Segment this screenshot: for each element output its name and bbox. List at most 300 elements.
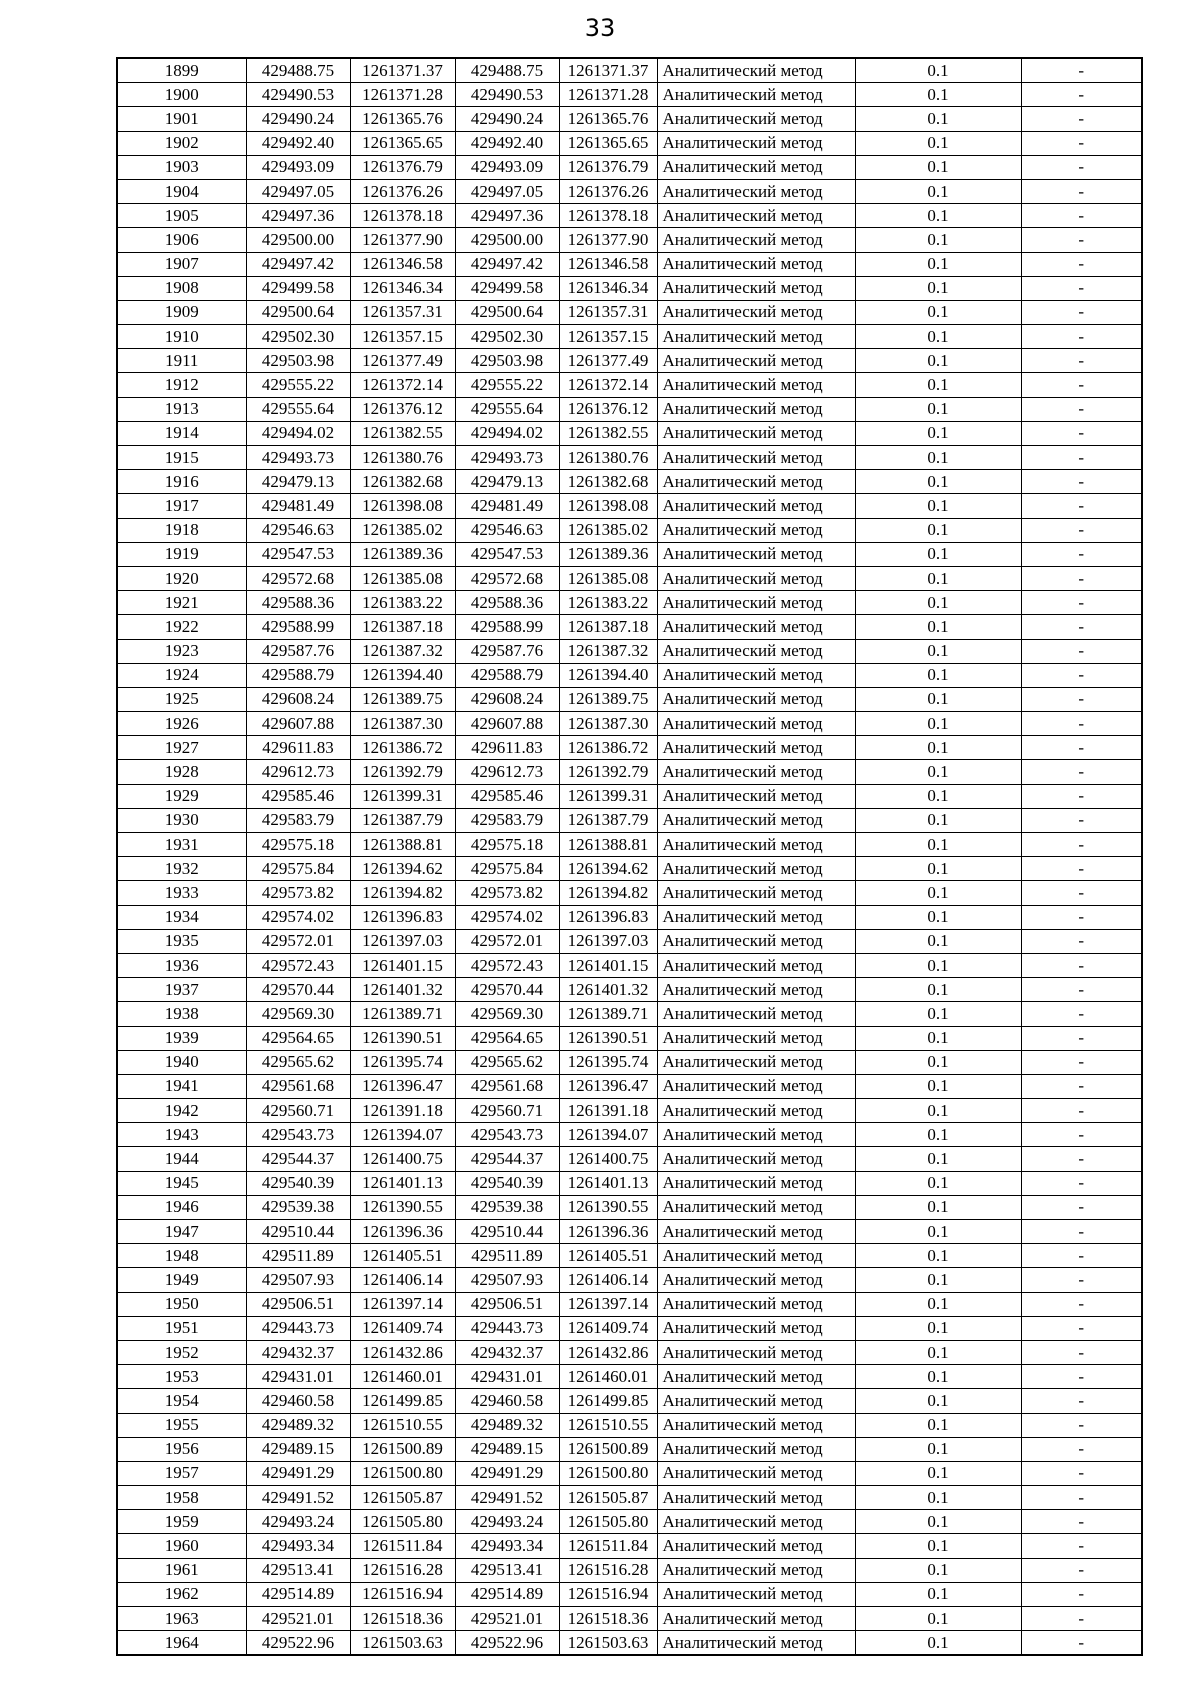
cell-accuracy: 0.1 (855, 470, 1021, 494)
cell-point-number: 1959 (117, 1510, 246, 1534)
cell-x-coordinate: 429492.40 (246, 131, 350, 155)
cell-y-coordinate-2: 1261382.55 (559, 421, 657, 445)
table-row (117, 1268, 1142, 1292)
cell-x-coordinate-2: 429574.02 (455, 905, 559, 929)
cell-y-coordinate-2: 1261371.37 (559, 58, 657, 83)
cell-accuracy: 0.1 (855, 107, 1021, 131)
cell-accuracy: 0.1 (855, 276, 1021, 300)
cell-accuracy: 0.1 (855, 155, 1021, 179)
cell-x-coordinate-2: 429510.44 (455, 1220, 559, 1244)
cell-y-coordinate: 1261389.71 (350, 1002, 455, 1026)
cell-x-coordinate: 429460.58 (246, 1389, 350, 1413)
cell-y-coordinate: 1261406.14 (350, 1268, 455, 1292)
table-row (117, 179, 1142, 203)
cell-y-coordinate-2: 1261376.79 (559, 155, 657, 179)
cell-note: - (1021, 1316, 1142, 1340)
cell-x-coordinate: 429500.64 (246, 300, 350, 324)
cell-y-coordinate-2: 1261387.79 (559, 808, 657, 832)
cell-x-coordinate-2: 429491.52 (455, 1486, 559, 1510)
cell-x-coordinate-2: 429460.58 (455, 1389, 559, 1413)
cell-point-number: 1909 (117, 300, 246, 324)
cell-x-coordinate-2: 429490.24 (455, 107, 559, 131)
cell-note: - (1021, 1582, 1142, 1606)
cell-accuracy: 0.1 (855, 566, 1021, 590)
table-row (117, 373, 1142, 397)
table-row (117, 566, 1142, 590)
cell-y-coordinate: 1261401.15 (350, 953, 455, 977)
cell-y-coordinate-2: 1261499.85 (559, 1389, 657, 1413)
cell-method: Аналитический метод (657, 373, 855, 397)
cell-point-number: 1938 (117, 1002, 246, 1026)
cell-note: - (1021, 1607, 1142, 1631)
cell-method: Аналитический метод (657, 1389, 855, 1413)
cell-x-coordinate-2: 429431.01 (455, 1365, 559, 1389)
cell-x-coordinate: 429611.83 (246, 736, 350, 760)
cell-y-coordinate-2: 1261346.58 (559, 252, 657, 276)
cell-accuracy: 0.1 (855, 228, 1021, 252)
cell-x-coordinate-2: 429585.46 (455, 784, 559, 808)
cell-y-coordinate: 1261396.83 (350, 905, 455, 929)
cell-accuracy: 0.1 (855, 1171, 1021, 1195)
cell-method: Аналитический метод (657, 1437, 855, 1461)
cell-note: - (1021, 1340, 1142, 1364)
cell-x-coordinate: 429493.73 (246, 446, 350, 470)
cell-x-coordinate-2: 429497.42 (455, 252, 559, 276)
cell-point-number: 1950 (117, 1292, 246, 1316)
cell-note: - (1021, 1244, 1142, 1268)
cell-note: - (1021, 58, 1142, 83)
cell-point-number: 1934 (117, 905, 246, 929)
cell-accuracy: 0.1 (855, 808, 1021, 832)
cell-x-coordinate-2: 429514.89 (455, 1582, 559, 1606)
table-row (117, 1002, 1142, 1026)
table-row (117, 857, 1142, 881)
cell-y-coordinate-2: 1261388.81 (559, 833, 657, 857)
cell-y-coordinate: 1261357.15 (350, 325, 455, 349)
cell-y-coordinate-2: 1261396.47 (559, 1074, 657, 1098)
cell-y-coordinate-2: 1261357.31 (559, 300, 657, 324)
cell-method: Аналитический метод (657, 1268, 855, 1292)
cell-point-number: 1953 (117, 1365, 246, 1389)
cell-y-coordinate-2: 1261390.51 (559, 1026, 657, 1050)
cell-x-coordinate: 429546.63 (246, 518, 350, 542)
cell-note: - (1021, 1026, 1142, 1050)
table-row (117, 397, 1142, 421)
cell-accuracy: 0.1 (855, 1099, 1021, 1123)
cell-accuracy: 0.1 (855, 1147, 1021, 1171)
cell-point-number: 1940 (117, 1050, 246, 1074)
cell-y-coordinate: 1261396.47 (350, 1074, 455, 1098)
cell-x-coordinate-2: 429522.96 (455, 1631, 559, 1656)
cell-x-coordinate: 429513.41 (246, 1558, 350, 1582)
cell-x-coordinate-2: 429493.24 (455, 1510, 559, 1534)
cell-y-coordinate-2: 1261387.32 (559, 639, 657, 663)
cell-x-coordinate-2: 429490.53 (455, 83, 559, 107)
cell-method: Аналитический метод (657, 325, 855, 349)
cell-x-coordinate: 429572.68 (246, 566, 350, 590)
cell-y-coordinate: 1261390.51 (350, 1026, 455, 1050)
cell-y-coordinate-2: 1261394.07 (559, 1123, 657, 1147)
cell-y-coordinate-2: 1261516.28 (559, 1558, 657, 1582)
cell-x-coordinate-2: 429492.40 (455, 131, 559, 155)
cell-point-number: 1963 (117, 1607, 246, 1631)
cell-note: - (1021, 615, 1142, 639)
cell-method: Аналитический метод (657, 1195, 855, 1219)
cell-note: - (1021, 1220, 1142, 1244)
cell-x-coordinate-2: 429497.36 (455, 204, 559, 228)
cell-accuracy: 0.1 (855, 1461, 1021, 1485)
cell-method: Аналитический метод (657, 83, 855, 107)
cell-note: - (1021, 953, 1142, 977)
cell-point-number: 1924 (117, 663, 246, 687)
cell-x-coordinate: 429585.46 (246, 784, 350, 808)
cell-method: Аналитический метод (657, 421, 855, 445)
cell-method: Аналитический метод (657, 953, 855, 977)
cell-y-coordinate: 1261385.08 (350, 566, 455, 590)
cell-point-number: 1903 (117, 155, 246, 179)
table-row (117, 1582, 1142, 1606)
cell-x-coordinate-2: 429588.99 (455, 615, 559, 639)
cell-x-coordinate: 429499.58 (246, 276, 350, 300)
cell-y-coordinate: 1261376.26 (350, 179, 455, 203)
cell-method: Аналитический метод (657, 1631, 855, 1656)
table-row (117, 1050, 1142, 1074)
cell-y-coordinate: 1261505.87 (350, 1486, 455, 1510)
cell-y-coordinate: 1261387.79 (350, 808, 455, 832)
cell-note: - (1021, 155, 1142, 179)
table-row (117, 1171, 1142, 1195)
cell-method: Аналитический метод (657, 131, 855, 155)
cell-method: Аналитический метод (657, 784, 855, 808)
cell-accuracy: 0.1 (855, 1292, 1021, 1316)
cell-method: Аналитический метод (657, 107, 855, 131)
cell-method: Аналитический метод (657, 228, 855, 252)
cell-note: - (1021, 808, 1142, 832)
cell-note: - (1021, 978, 1142, 1002)
table-row (117, 1026, 1142, 1050)
cell-x-coordinate: 429491.29 (246, 1461, 350, 1485)
cell-note: - (1021, 639, 1142, 663)
cell-y-coordinate-2: 1261405.51 (559, 1244, 657, 1268)
cell-accuracy: 0.1 (855, 591, 1021, 615)
cell-x-coordinate-2: 429546.63 (455, 518, 559, 542)
cell-accuracy: 0.1 (855, 1195, 1021, 1219)
cell-method: Аналитический метод (657, 566, 855, 590)
cell-accuracy: 0.1 (855, 204, 1021, 228)
cell-y-coordinate-2: 1261505.87 (559, 1486, 657, 1510)
cell-x-coordinate: 429570.44 (246, 978, 350, 1002)
cell-note: - (1021, 228, 1142, 252)
cell-accuracy: 0.1 (855, 252, 1021, 276)
table-row (117, 591, 1142, 615)
cell-x-coordinate: 429481.49 (246, 494, 350, 518)
cell-y-coordinate-2: 1261389.36 (559, 542, 657, 566)
cell-point-number: 1908 (117, 276, 246, 300)
table-row (117, 1220, 1142, 1244)
cell-x-coordinate: 429560.71 (246, 1099, 350, 1123)
cell-point-number: 1943 (117, 1123, 246, 1147)
cell-y-coordinate-2: 1261376.26 (559, 179, 657, 203)
cell-accuracy: 0.1 (855, 929, 1021, 953)
cell-method: Аналитический метод (657, 736, 855, 760)
cell-method: Аналитический метод (657, 1582, 855, 1606)
cell-x-coordinate-2: 429513.41 (455, 1558, 559, 1582)
cell-x-coordinate: 429564.65 (246, 1026, 350, 1050)
cell-x-coordinate-2: 429500.00 (455, 228, 559, 252)
cell-x-coordinate-2: 429493.09 (455, 155, 559, 179)
cell-accuracy: 0.1 (855, 1486, 1021, 1510)
cell-y-coordinate-2: 1261396.83 (559, 905, 657, 929)
cell-y-coordinate: 1261510.55 (350, 1413, 455, 1437)
cell-accuracy: 0.1 (855, 179, 1021, 203)
table-row (117, 663, 1142, 687)
cell-y-coordinate-2: 1261389.75 (559, 687, 657, 711)
cell-method: Аналитический метод (657, 494, 855, 518)
cell-x-coordinate-2: 429588.36 (455, 591, 559, 615)
cell-note: - (1021, 542, 1142, 566)
cell-method: Аналитический метод (657, 1050, 855, 1074)
cell-accuracy: 0.1 (855, 446, 1021, 470)
cell-x-coordinate: 429507.93 (246, 1268, 350, 1292)
cell-point-number: 1936 (117, 953, 246, 977)
cell-note: - (1021, 736, 1142, 760)
cell-note: - (1021, 1074, 1142, 1098)
table-row (117, 808, 1142, 832)
table-row (117, 1365, 1142, 1389)
cell-point-number: 1911 (117, 349, 246, 373)
cell-y-coordinate-2: 1261505.80 (559, 1510, 657, 1534)
cell-note: - (1021, 881, 1142, 905)
cell-y-coordinate-2: 1261357.15 (559, 325, 657, 349)
cell-accuracy: 0.1 (855, 953, 1021, 977)
table-row (117, 276, 1142, 300)
cell-point-number: 1928 (117, 760, 246, 784)
cell-point-number: 1906 (117, 228, 246, 252)
cell-x-coordinate: 429489.15 (246, 1437, 350, 1461)
cell-x-coordinate-2: 429608.24 (455, 687, 559, 711)
cell-y-coordinate: 1261382.55 (350, 421, 455, 445)
cell-x-coordinate-2: 429494.02 (455, 421, 559, 445)
table-row (117, 1389, 1142, 1413)
cell-accuracy: 0.1 (855, 687, 1021, 711)
coordinates-table (116, 57, 1143, 1656)
table-row (117, 736, 1142, 760)
cell-x-coordinate: 429540.39 (246, 1171, 350, 1195)
cell-y-coordinate-2: 1261401.13 (559, 1171, 657, 1195)
table-row (117, 1558, 1142, 1582)
cell-accuracy: 0.1 (855, 1268, 1021, 1292)
cell-y-coordinate-2: 1261516.94 (559, 1582, 657, 1606)
cell-x-coordinate-2: 429539.38 (455, 1195, 559, 1219)
cell-note: - (1021, 107, 1142, 131)
cell-note: - (1021, 179, 1142, 203)
table-row (117, 1437, 1142, 1461)
cell-note: - (1021, 591, 1142, 615)
cell-note: - (1021, 1002, 1142, 1026)
cell-accuracy: 0.1 (855, 1026, 1021, 1050)
cell-method: Аналитический метод (657, 1292, 855, 1316)
cell-x-coordinate: 429547.53 (246, 542, 350, 566)
cell-accuracy: 0.1 (855, 881, 1021, 905)
cell-method: Аналитический метод (657, 978, 855, 1002)
table-row (117, 1123, 1142, 1147)
table-row (117, 953, 1142, 977)
cell-x-coordinate-2: 429569.30 (455, 1002, 559, 1026)
cell-x-coordinate-2: 429607.88 (455, 712, 559, 736)
cell-y-coordinate: 1261376.79 (350, 155, 455, 179)
cell-point-number: 1935 (117, 929, 246, 953)
cell-method: Аналитический метод (657, 615, 855, 639)
cell-y-coordinate: 1261392.79 (350, 760, 455, 784)
cell-note: - (1021, 1413, 1142, 1437)
cell-y-coordinate-2: 1261365.65 (559, 131, 657, 155)
cell-point-number: 1910 (117, 325, 246, 349)
cell-method: Аналитический метод (657, 179, 855, 203)
cell-point-number: 1931 (117, 833, 246, 857)
cell-method: Аналитический метод (657, 1220, 855, 1244)
cell-method: Аналитический метод (657, 58, 855, 83)
cell-x-coordinate-2: 429611.83 (455, 736, 559, 760)
cell-accuracy: 0.1 (855, 1123, 1021, 1147)
cell-point-number: 1902 (117, 131, 246, 155)
cell-y-coordinate: 1261365.76 (350, 107, 455, 131)
cell-point-number: 1945 (117, 1171, 246, 1195)
cell-y-coordinate: 1261387.18 (350, 615, 455, 639)
cell-x-coordinate: 429575.84 (246, 857, 350, 881)
cell-y-coordinate-2: 1261394.82 (559, 881, 657, 905)
cell-note: - (1021, 518, 1142, 542)
cell-x-coordinate: 429521.01 (246, 1607, 350, 1631)
cell-y-coordinate: 1261395.74 (350, 1050, 455, 1074)
cell-y-coordinate-2: 1261376.12 (559, 397, 657, 421)
cell-x-coordinate-2: 429575.18 (455, 833, 559, 857)
table-row (117, 881, 1142, 905)
cell-accuracy: 0.1 (855, 1558, 1021, 1582)
cell-note: - (1021, 446, 1142, 470)
cell-point-number: 1920 (117, 566, 246, 590)
cell-y-coordinate: 1261376.12 (350, 397, 455, 421)
cell-x-coordinate: 429583.79 (246, 808, 350, 832)
cell-x-coordinate: 429488.75 (246, 58, 350, 83)
table-row (117, 712, 1142, 736)
cell-method: Аналитический метод (657, 663, 855, 687)
cell-y-coordinate: 1261380.76 (350, 446, 455, 470)
cell-accuracy: 0.1 (855, 1244, 1021, 1268)
cell-point-number: 1929 (117, 784, 246, 808)
cell-method: Аналитический метод (657, 397, 855, 421)
cell-y-coordinate: 1261516.28 (350, 1558, 455, 1582)
cell-method: Аналитический метод (657, 639, 855, 663)
cell-method: Аналитический метод (657, 1171, 855, 1195)
cell-method: Аналитический метод (657, 1026, 855, 1050)
cell-y-coordinate: 1261399.31 (350, 784, 455, 808)
cell-accuracy: 0.1 (855, 518, 1021, 542)
cell-y-coordinate: 1261460.01 (350, 1365, 455, 1389)
table-row (117, 687, 1142, 711)
cell-point-number: 1918 (117, 518, 246, 542)
cell-note: - (1021, 373, 1142, 397)
table-row (117, 542, 1142, 566)
cell-y-coordinate-2: 1261394.40 (559, 663, 657, 687)
cell-y-coordinate: 1261389.36 (350, 542, 455, 566)
table-row (117, 421, 1142, 445)
cell-y-coordinate: 1261383.22 (350, 591, 455, 615)
table-row (117, 228, 1142, 252)
cell-x-coordinate-2: 429612.73 (455, 760, 559, 784)
cell-y-coordinate-2: 1261380.76 (559, 446, 657, 470)
cell-x-coordinate-2: 429540.39 (455, 1171, 559, 1195)
cell-x-coordinate: 429588.36 (246, 591, 350, 615)
cell-y-coordinate: 1261518.36 (350, 1607, 455, 1631)
cell-y-coordinate-2: 1261386.72 (559, 736, 657, 760)
table-row (117, 494, 1142, 518)
cell-accuracy: 0.1 (855, 639, 1021, 663)
cell-note: - (1021, 252, 1142, 276)
table-row (117, 1413, 1142, 1437)
cell-point-number: 1899 (117, 58, 246, 83)
cell-x-coordinate: 429432.37 (246, 1340, 350, 1364)
cell-note: - (1021, 494, 1142, 518)
cell-x-coordinate: 429539.38 (246, 1195, 350, 1219)
cell-accuracy: 0.1 (855, 1050, 1021, 1074)
cell-accuracy: 0.1 (855, 833, 1021, 857)
cell-point-number: 1962 (117, 1582, 246, 1606)
cell-x-coordinate: 429494.02 (246, 421, 350, 445)
cell-note: - (1021, 1123, 1142, 1147)
cell-point-number: 1922 (117, 615, 246, 639)
cell-x-coordinate: 429514.89 (246, 1582, 350, 1606)
cell-method: Аналитический метод (657, 518, 855, 542)
cell-x-coordinate: 429612.73 (246, 760, 350, 784)
cell-method: Аналитический метод (657, 204, 855, 228)
cell-accuracy: 0.1 (855, 736, 1021, 760)
cell-method: Аналитический метод (657, 470, 855, 494)
cell-y-coordinate: 1261401.32 (350, 978, 455, 1002)
cell-note: - (1021, 905, 1142, 929)
cell-y-coordinate-2: 1261511.84 (559, 1534, 657, 1558)
cell-x-coordinate-2: 429432.37 (455, 1340, 559, 1364)
cell-y-coordinate: 1261388.81 (350, 833, 455, 857)
cell-note: - (1021, 131, 1142, 155)
cell-x-coordinate: 429543.73 (246, 1123, 350, 1147)
cell-x-coordinate: 429561.68 (246, 1074, 350, 1098)
cell-note: - (1021, 1437, 1142, 1461)
cell-accuracy: 0.1 (855, 905, 1021, 929)
cell-y-coordinate-2: 1261401.15 (559, 953, 657, 977)
table-row (117, 1292, 1142, 1316)
cell-x-coordinate-2: 429570.44 (455, 978, 559, 1002)
cell-x-coordinate: 429608.24 (246, 687, 350, 711)
cell-y-coordinate: 1261394.07 (350, 1123, 455, 1147)
cell-y-coordinate: 1261391.18 (350, 1099, 455, 1123)
cell-y-coordinate: 1261389.75 (350, 687, 455, 711)
cell-x-coordinate-2: 429499.58 (455, 276, 559, 300)
cell-point-number: 1961 (117, 1558, 246, 1582)
cell-y-coordinate-2: 1261518.36 (559, 1607, 657, 1631)
table-row (117, 1631, 1142, 1656)
cell-y-coordinate: 1261505.80 (350, 1510, 455, 1534)
cell-method: Аналитический метод (657, 808, 855, 832)
cell-note: - (1021, 1268, 1142, 1292)
cell-accuracy: 0.1 (855, 83, 1021, 107)
cell-note: - (1021, 857, 1142, 881)
cell-method: Аналитический метод (657, 446, 855, 470)
cell-x-coordinate: 429573.82 (246, 881, 350, 905)
cell-x-coordinate: 429565.62 (246, 1050, 350, 1074)
cell-accuracy: 0.1 (855, 1002, 1021, 1026)
cell-note: - (1021, 421, 1142, 445)
cell-x-coordinate: 429555.22 (246, 373, 350, 397)
